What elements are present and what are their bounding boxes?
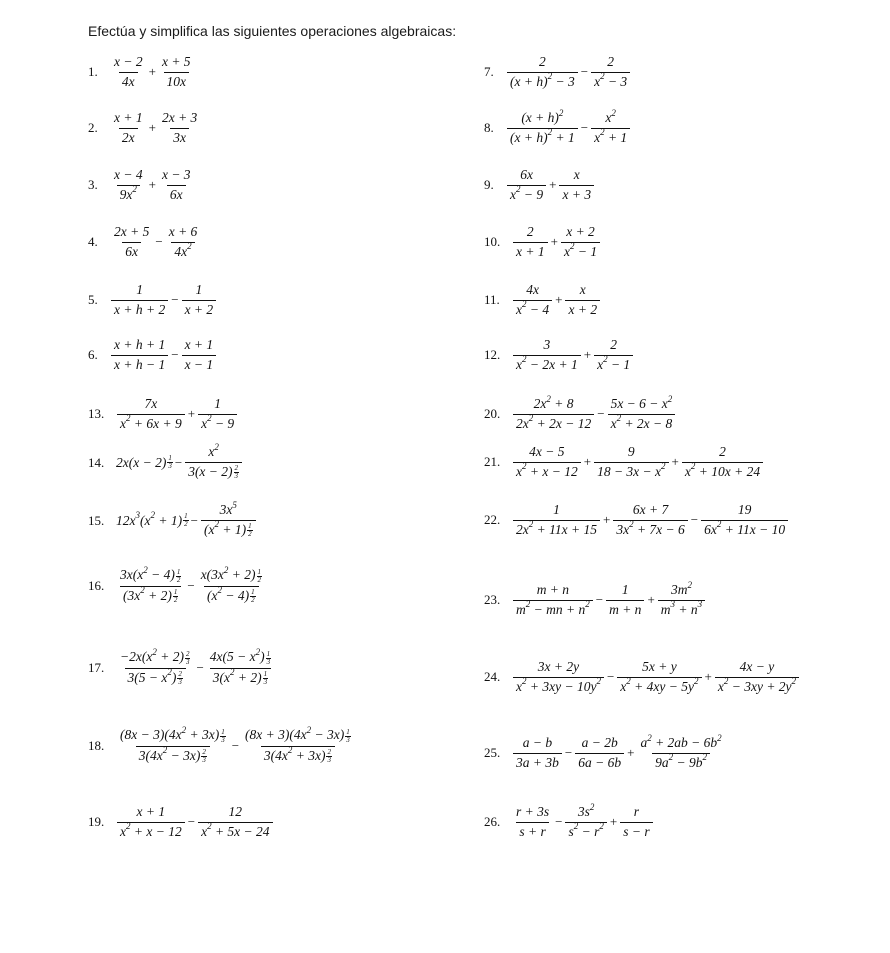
problem-number: 4. bbox=[88, 234, 98, 250]
problem-number: 7. bbox=[484, 64, 494, 80]
expression: 3x + 2y $x^2 + 3xy - 10y^2$ − $\frac{5x + y}{x^2 + 4xy - 5y^2}$ + $\frac{4x - y}{x^2 - 3xy + 2y^2}$ bbox=[512, 660, 800, 695]
problem-15 bbox=[88, 499, 257, 539]
expression: 2 x + 1 + $\frac{x + 2}{x^2 - 1}$ bbox=[512, 225, 601, 260]
problem-23 bbox=[484, 579, 706, 618]
expression: $3x(x^2 - 4)$ $\frac{1}{2}$ $(3x^2 + 2)$ $\frac{1}{2}$ − $x(3x^2 + 2)$ $\frac{1}{2}$ $(x^2 - 4)$ $\frac{1}{2}$ bbox=[120, 564, 262, 604]
problem-2 bbox=[88, 111, 201, 146]
problem-9 bbox=[484, 168, 595, 203]
problem-number: 11. bbox=[484, 292, 500, 308]
problem-16 bbox=[88, 564, 266, 604]
problem-5 bbox=[88, 283, 217, 318]
expression: 2 $(x + h)^2 - 3$ − $\frac{2}{x^2 - 3}$ bbox=[506, 55, 631, 90]
expression: $12x^3(x^2 + 1)$ 1 2 − $3x^5$ $(x^2 + 1)$ $\frac{1}{2}$ bbox=[116, 503, 257, 538]
expression: x − 4 $9x^2$ + $\frac{x - 3}{6x}$ bbox=[114, 167, 191, 202]
expression: 2x + 5 6x − $\frac{x + 6}{4x^2}$ bbox=[114, 224, 198, 259]
problem-24 bbox=[484, 660, 800, 695]
problem-8 bbox=[484, 107, 631, 146]
problem-3 bbox=[88, 168, 195, 203]
problem-4 bbox=[88, 225, 201, 260]
problem-11 bbox=[484, 283, 601, 318]
problem-number: 16. bbox=[88, 578, 105, 593]
problem-number: 9. bbox=[484, 177, 494, 193]
expression: x + 1 2x + $\frac{2x + 3}{3x}$ bbox=[114, 110, 198, 145]
expression: 4x $x^2 - 4$ + $\frac{x}{x + 2}$ bbox=[512, 283, 601, 318]
problem-number: 18. bbox=[88, 738, 105, 753]
problem-6 bbox=[88, 338, 217, 373]
problem-number: 14. bbox=[88, 454, 105, 470]
problem-number: 6. bbox=[88, 347, 98, 363]
problem-number: 22. bbox=[484, 512, 501, 528]
problem-number: 19. bbox=[88, 814, 105, 830]
problem-19 bbox=[88, 805, 274, 840]
problem-17 bbox=[88, 646, 275, 686]
expression: x − 2 4x + $\frac{x + 5}{10x}$ bbox=[114, 54, 191, 89]
expression: 1 $2x^2 + 11x + 15$ + $\frac{6x + 7}{3x^2 + 7x - 6}$ − $\frac{19}{6x^2 + 11x - 10}$ bbox=[512, 503, 789, 538]
problem-1 bbox=[88, 55, 195, 90]
problem-number: 1. bbox=[88, 64, 98, 80]
expression: x + 1 $x^2 + x - 12$ − $\frac{12}{x^2 + 5x - 24}$ bbox=[116, 805, 274, 840]
expression: 3 $x^2 - 2x + 1$ + $\frac{2}{x^2 - 1}$ bbox=[512, 338, 634, 373]
problem-14 bbox=[88, 441, 243, 481]
expression: r + 3s s + r − $\frac{3s^2}{s^2 - r^2}$ + $\frac{r}{s - r}$ bbox=[512, 805, 654, 840]
expression: $(x + h)^2$ $(x + h)^2 + 1$ − $\frac{x^2}{x^2 + 1}$ bbox=[506, 111, 631, 146]
problem-number: 3. bbox=[88, 177, 98, 193]
expression: 2x(x − 2) 1 3 − $x^2$ 3(x − 2) $\frac{2}{3}$ bbox=[116, 445, 243, 480]
problem-number: 20. bbox=[484, 406, 501, 422]
problem-number: 12. bbox=[484, 347, 501, 363]
expression: 4x − 5 $x^2 + x - 12$ + $\frac{9}{18 - 3x - x^2}$ + $\frac{2}{x^2 + 10x + 24}$ bbox=[512, 445, 764, 480]
expression: a − b 3a + 3b − $\frac{a - 2b}{6a - 6b}$ + $\frac{a^2 + 2ab - 6b^2}{9a^2 - 9b^2}$ bbox=[512, 736, 726, 771]
worksheet-title: Efectúa y simplifica las siguientes operaciones algebraicas: bbox=[88, 23, 457, 39]
problem-number: 25. bbox=[484, 745, 501, 761]
problem-20 bbox=[484, 393, 676, 432]
problem-13 bbox=[88, 397, 238, 432]
problem-12 bbox=[484, 338, 634, 373]
expression: $2x^2 + 8$ $2x^2 + 2x - 12$ − $\frac{5x - 6 - x^2}{x^2 + 2x - 8}$ bbox=[512, 397, 676, 432]
expression: 1 x + h + 2 − $\frac{1}{x + 2}$ bbox=[110, 283, 217, 318]
problem-number: 5. bbox=[88, 292, 98, 308]
problem-number: 8. bbox=[484, 120, 494, 136]
expression: 7x $x^2 + 6x + 9$ + $\frac{1}{x^2 - 9}$ bbox=[116, 397, 238, 432]
problem-number: 13. bbox=[88, 406, 105, 422]
problem-10 bbox=[484, 225, 601, 260]
problem-number: 21. bbox=[484, 454, 501, 470]
problem-number: 24. bbox=[484, 669, 501, 685]
problem-number: 23. bbox=[484, 592, 501, 608]
expression: $-2x(x^2 + 2)$ $\frac{2}{3}$ $3(5 - x^2)$ $\frac{2}{3}$ − $4x(5 - x^2)$ $\frac{1}{3}$ $3(x^2 + 2)$ $\frac{1}{3}$ bbox=[120, 646, 271, 686]
problem-26 bbox=[484, 801, 654, 840]
problem-number: 2. bbox=[88, 120, 98, 136]
expression: m + n $m^2$ − mn + $n^2$ − $\frac{1}{m + n}$ + $\frac{3m^2}{m^3 + n^3}$ bbox=[512, 583, 706, 618]
problem-25 bbox=[484, 732, 726, 771]
expression: x + h + 1 x + h − 1 − $\frac{x + 1}{x - 1}$ bbox=[110, 338, 217, 373]
problem-22 bbox=[484, 503, 789, 538]
problem-18 bbox=[88, 724, 355, 764]
problem-7 bbox=[484, 55, 631, 90]
problem-number: 26. bbox=[484, 814, 501, 830]
problem-21 bbox=[484, 445, 764, 480]
problem-number: 15. bbox=[88, 512, 105, 528]
problem-number: 10. bbox=[484, 234, 501, 250]
expression: $(8x - 3)(4x^2 + 3x)$ $\frac{1}{3}$ $3(4x^2 - 3x)$ $\frac{2}{3}$ − $(8x + 3)(4x^2 - 3x)$ $\frac{1}{3}$ $3(4x^2 + 3x)$ $\frac{2}{3}$ bbox=[120, 724, 350, 764]
problem-number: 17. bbox=[88, 660, 105, 675]
expression: 6x $x^2 - 9$ + $\frac{x}{x + 3}$ bbox=[506, 168, 595, 203]
